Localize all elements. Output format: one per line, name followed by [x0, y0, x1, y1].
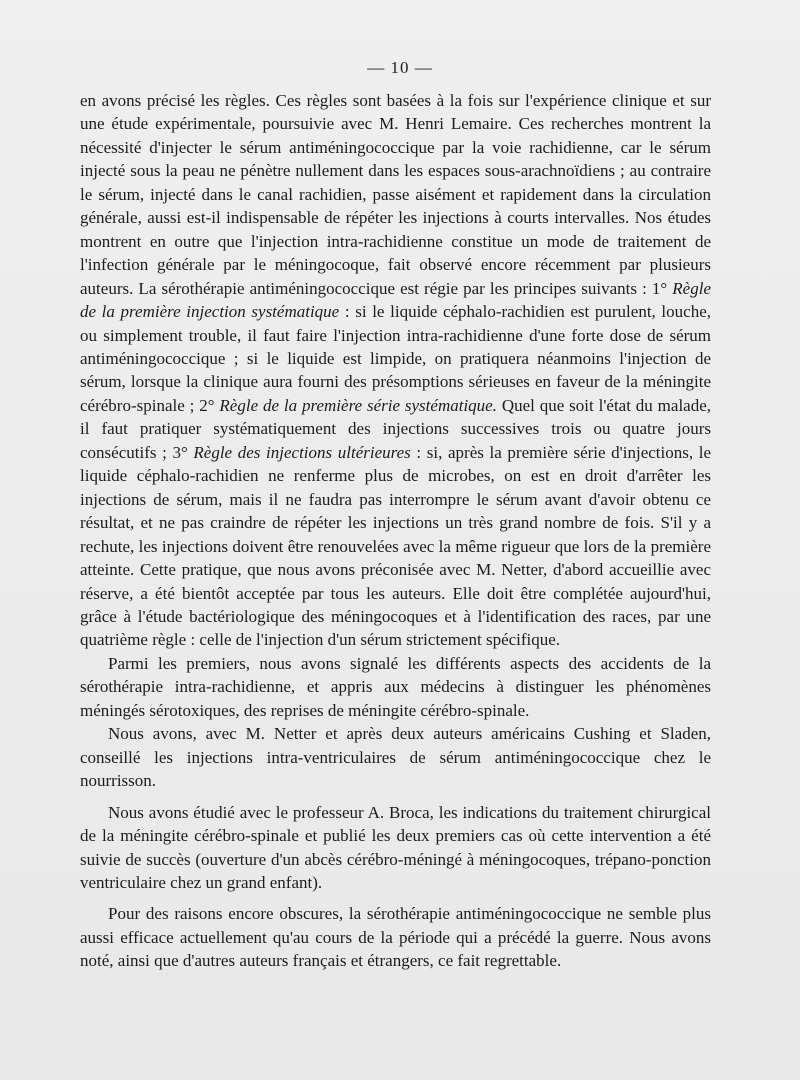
paragraph — [80, 902, 711, 972]
italic-text: Règle des injections ultérieures — [193, 442, 411, 462]
text-segment: Pour des raisons encore obscures, la sérothérapie antiméningococcique ne semble plus aussi efficace actuellement qu'au cours de la période qui a précédé la guerre. Nous avons noté, ainsi que d'autres auteurs français et étrangers, ce fait regrettable. — [80, 904, 711, 971]
italic-text: Règle de la première série systématique. — [219, 395, 497, 415]
text-segment: : si le liquide céphalo-rachidien est purulent, louche, ou simplement trouble, il faut faire l'injection intra-rachidienne d'une forte dose de sérum antiméningococcique ; si le liquide est limpide, on pratiquera néanmoins l'injection de sérum, lorsque la clinique aura fourni des présomptions sérieuses en faveur de la méningite cérébro-spinale ; 2° — [80, 302, 711, 415]
page-number: — 10 — — [367, 58, 433, 77]
text-segment: en avons précisé les règles. Ces règles sont basées à la fois sur l'expérience clinique et sur une étude expérimentale, poursuivie avec M. Henri Lemaire. Ces recherches montrent la nécessité d'injecter le sérum antiméningococcique par la voie rachidienne, car le sérum injecté sous la peau ne pénètre nullement dans les espaces sous-arachnoïdiens ; au contraire le sérum, injecté dans le canal rachidien, passe aisément et rapidement dans la circulation générale, aussi est-il indispensable de répéter les injections à courts intervalles. Nos études montrent en outre que l'injection intra-rachidienne constitue un mode de traitement de l'infection générale par le méningocoque, fait observé encore récemment par plusieurs auteurs. La sérothérapie antiméningococcique est régie par les principes suivants : 1° — [80, 91, 711, 298]
italic-text: Règle de la première injection systématique — [80, 278, 711, 322]
text-segment: Nous avons étudié avec le professeur A. Broca, les indications du traitement chirurgical de la méningite cérébro-spinale et publié les deux premiers cas où cette intervention a été suivie de succès (ouverture d'un abcès cérébro-méningé à méningocoques, trépano-ponction ventriculaire chez un grand enfant). — [80, 802, 711, 892]
paragraph — [80, 652, 711, 722]
text-segment: : si, après la première série d'injections, le liquide céphalo-rachidien ne renferme plus de microbes, on est en droit d'arrêter les injections de sérum, mais il ne faudra pas interrompre le sérum avant d'avoir obtenu ce résultat, et ne pas craindre de répéter les injections un très grand nombre de fois. S'il y a rechute, les injections doivent être renouvelées avec la même rigueur que lors de la première atteinte. Cette pratique, que nous avons préconisée avec M. Netter, d'abord accueillie avec réserve, a été bientôt acceptée par tous les auteurs. Elle doit être complétée aujourd'hui, grâce à l'étude bactériologique des méningocoques et à l'identification des races, par une quatrième règle : celle de l'injection d'un sérum strictement spécifique. — [80, 442, 712, 650]
body-text — [80, 89, 711, 973]
paragraph — [80, 722, 711, 792]
text-segment: Nous avons, avec M. Netter et après deux auteurs américains Cushing et Sladen, conseillé les injections intra-ventriculaires de sérum antiméningococcique chez le nourrisson. — [80, 724, 711, 791]
paragraph — [80, 89, 711, 652]
text-segment: Quel que soit l'état du malade, il faut pratiquer systématiquement des injections successives trois ou quatre jours consécutifs ; 3° — [80, 395, 712, 462]
paragraph — [80, 801, 711, 895]
text-segment: Parmi les premiers, nous avons signalé les différents aspects des accidents de la sérothérapie intra-rachidienne, et appris aux médecins à distinguer les phénomènes méningés sérotoxiques, des reprises de méningite cérébro-spinale. — [80, 653, 711, 720]
